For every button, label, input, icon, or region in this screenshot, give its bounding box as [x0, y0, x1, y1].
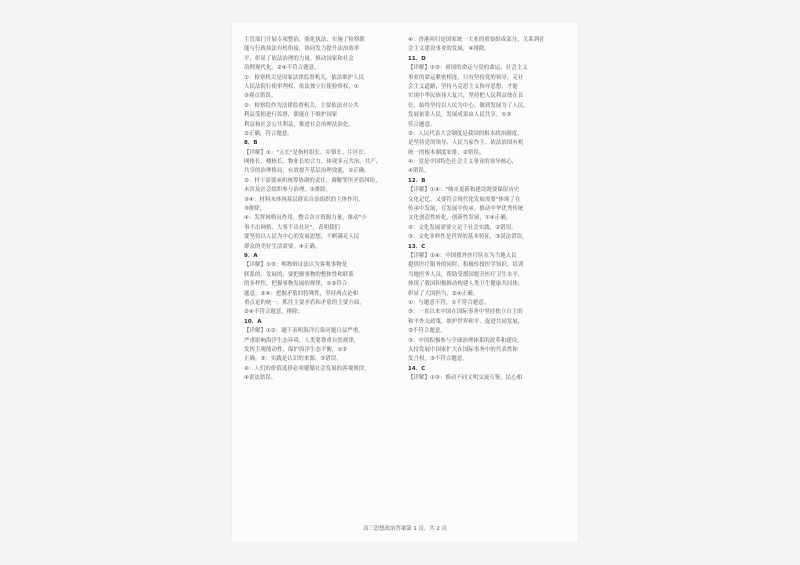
text-line: ④：香港回归是国家统一大业的重要组成部分，关系到社 — [408, 37, 545, 43]
text-line: 位，始终坚持以人民为中心，做到发展为了人民， — [408, 102, 529, 109]
text-line: 体现了我国积极推动构建人类卫生健康共同体， — [408, 281, 524, 288]
text-line: 题意。②④：把握矛盾的特殊性，坚持两点论和 — [244, 290, 359, 297]
text-line: 主管部门开展专项整治，强化执法，实施了检察职 — [244, 37, 365, 43]
text-line: ②：检察院作为法律监督机关，主要依法对公共 — [244, 102, 359, 109]
text-line: 和平外交政策，维护世界和平、促进共同发展， — [408, 318, 524, 325]
text-line: 11．D — [408, 55, 426, 62]
text-line: 联系的、发展的，要把握事物的整体性和联系 — [244, 271, 354, 278]
text-line: 会主义建设事业的发展，④排除。 — [408, 46, 490, 53]
text-line: 【详解】①："五长"是指村组长、乡镇长、片区长、 — [244, 149, 370, 156]
text-line: 发言权，③不符合题意。 — [408, 356, 468, 363]
text-line: ③：一直以来中国在国际事务中坚持独立自主的 — [408, 309, 523, 316]
text-line: 12．B — [408, 177, 426, 184]
text-line: 彰显了大国担当，②④正确。 — [408, 290, 479, 297]
text-line: 事不出网格、大事不出社区"，表明我们 — [244, 224, 340, 231]
text-line: 利益和社会公共利益，推进社会治理法治化。 — [244, 121, 354, 128]
text-line: ③不符合题意。 — [408, 328, 446, 335]
text-line: 严重影响海洋生态环境，人类要尊重自然规律， — [244, 337, 360, 344]
text-line: 【详解】①④："城市更新和建设既要保留历史 — [408, 187, 520, 194]
answer-sheet-page — [232, 22, 578, 542]
text-line: 利益受损进行监督，职能在于维护国家 — [244, 112, 338, 119]
text-line: 9．A — [244, 252, 258, 259]
text-line: 未涉及社会组织参与治理，②排除。 — [244, 187, 332, 194]
text-line: 平，彰显了依法治理的力量，推动国家和社会 — [244, 55, 354, 62]
page-footer: 高三思想政治答案第 1 页，共 2 页 — [363, 526, 447, 532]
text-line: 发挥主观能动性，保护海洋生态平衡，①② — [244, 346, 348, 353]
text-line: ①：检察机关是国家法律监督机关，依法维护人民 — [244, 74, 365, 81]
text-line: 统一的根本制度安排，②错误。 — [408, 149, 485, 156]
text-line: 【详解】①③：祖国的命运与党的命运、社会主义 — [408, 65, 528, 72]
text-line: ②④不符合题意，排除。 — [244, 309, 304, 316]
text-line: 13．C — [408, 243, 426, 250]
text-line: 共享的治理格局，有效提升基层治理效能，①正确。 — [244, 168, 370, 175]
text-line: ④：党是中国特色社会主义事业的领导核心， — [408, 159, 518, 166]
text-line: 是坚持党的领导、人民当家作主、依法治国有机 — [408, 140, 524, 147]
text-line: 支持发展中国家扩大在国际事务中的代表性和 — [408, 346, 518, 353]
text-line: 要坚持以人民为中心的发展思想，不断满足人民 — [244, 234, 360, 241]
text-line: 【详解】①③：唯物辩证法认为客观事物是 — [244, 262, 348, 269]
text-line: ③④：材料未体现基层群众自治组织的主体作用， — [244, 196, 364, 203]
text-line: ①：与题意不符，①不符合题意。 — [408, 299, 490, 306]
text-line: ③：文化多样性是世界的基本特征，③说法错误。 — [408, 234, 528, 241]
text-line: 【详解】②④：中国援外医疗队在为当地人民 — [408, 252, 517, 259]
text-line: ②正确，符合题意。 — [244, 130, 293, 137]
text-line: 8．B — [244, 140, 258, 147]
text-line: 发展依靠人民，发展成果由人民共享。①③ — [408, 112, 512, 119]
text-line: ④说法错误。 — [244, 375, 277, 382]
text-line: ②：文化发展需要立足于社会实践，②错误。 — [408, 224, 517, 231]
text-line: ④：发挥网格员作用，整合各方资源力量，推动"小 — [244, 215, 367, 222]
text-line: 群众的美好生活需要，④正确。 — [244, 243, 321, 250]
text-line: 10．A — [244, 318, 262, 325]
text-line: 【详解】①②：题干表明海洋污染问题日益严重， — [244, 328, 364, 335]
text-line: ③观点错误。 — [244, 93, 277, 100]
text-line: 正确。③：实践是认识的来源，③错误。 — [244, 356, 342, 363]
text-line: 提供医疗服务的同时，积极传授医学知识、培训 — [408, 262, 524, 269]
text-line: 当地医务人员，帮助受援国提升医疗卫生水平， — [408, 271, 524, 278]
text-line: ②：人民代表大会制度是我国的根本政治制度， — [408, 130, 523, 137]
text-line: 的多样性，把握事物发展的规律，①③符合 — [244, 281, 348, 288]
text-line: 【详解】①③：推动不同文明交流互鉴，民心相 — [408, 375, 523, 382]
text-line: 文化创造性转化、创新性发展，①④正确。 — [408, 215, 512, 222]
text-line: 网格长、楼栋长、物业长的合力，体现多元共治、共产、 — [244, 159, 382, 166]
text-line: 14．C — [408, 365, 426, 372]
text-line: 文化记忆，又要符合现代化发展需要"体现了在 — [408, 196, 521, 203]
text-line: 治理现代化。②④不符合题意。 — [244, 65, 320, 72]
right-column — [408, 36, 568, 383]
text-line: 传承中发展，在发展中传承，推动中华优秀传统 — [408, 206, 524, 213]
text-line: ③：中国积极参与全球治理体系的改革和建设， — [408, 337, 523, 344]
text-line: 能与行政执法有机衔接，协同发力提升法治效率 — [244, 46, 360, 53]
text-line: ④错误。 — [408, 168, 430, 175]
text-line: ④：人们的价值选择必须遵循社会发展的客观规律， — [244, 365, 370, 372]
text-line: 人民法院行使审判权，依法独立行使检察权，① — [244, 83, 359, 90]
text-line: 符合题意。 — [408, 121, 436, 128]
text-line: 事业的命运紧密相连，只有坚持党的领导，走社 — [408, 74, 524, 81]
text-line: ③排除。 — [244, 206, 266, 213]
text-line: 会主义道路，坚持马克思主义指导思想，才能 — [408, 83, 518, 90]
text-line: 实现中华民族伟大复兴，坚持把人民利益放在首 — [408, 93, 524, 100]
left-column — [244, 36, 404, 383]
text-line: 重点论的统一，抓住主要矛盾和矛盾的主要方面， — [244, 299, 365, 306]
text-line: ②：村干部要承担统筹协调的责任，调解邻里矛盾纠纷， — [244, 177, 381, 184]
